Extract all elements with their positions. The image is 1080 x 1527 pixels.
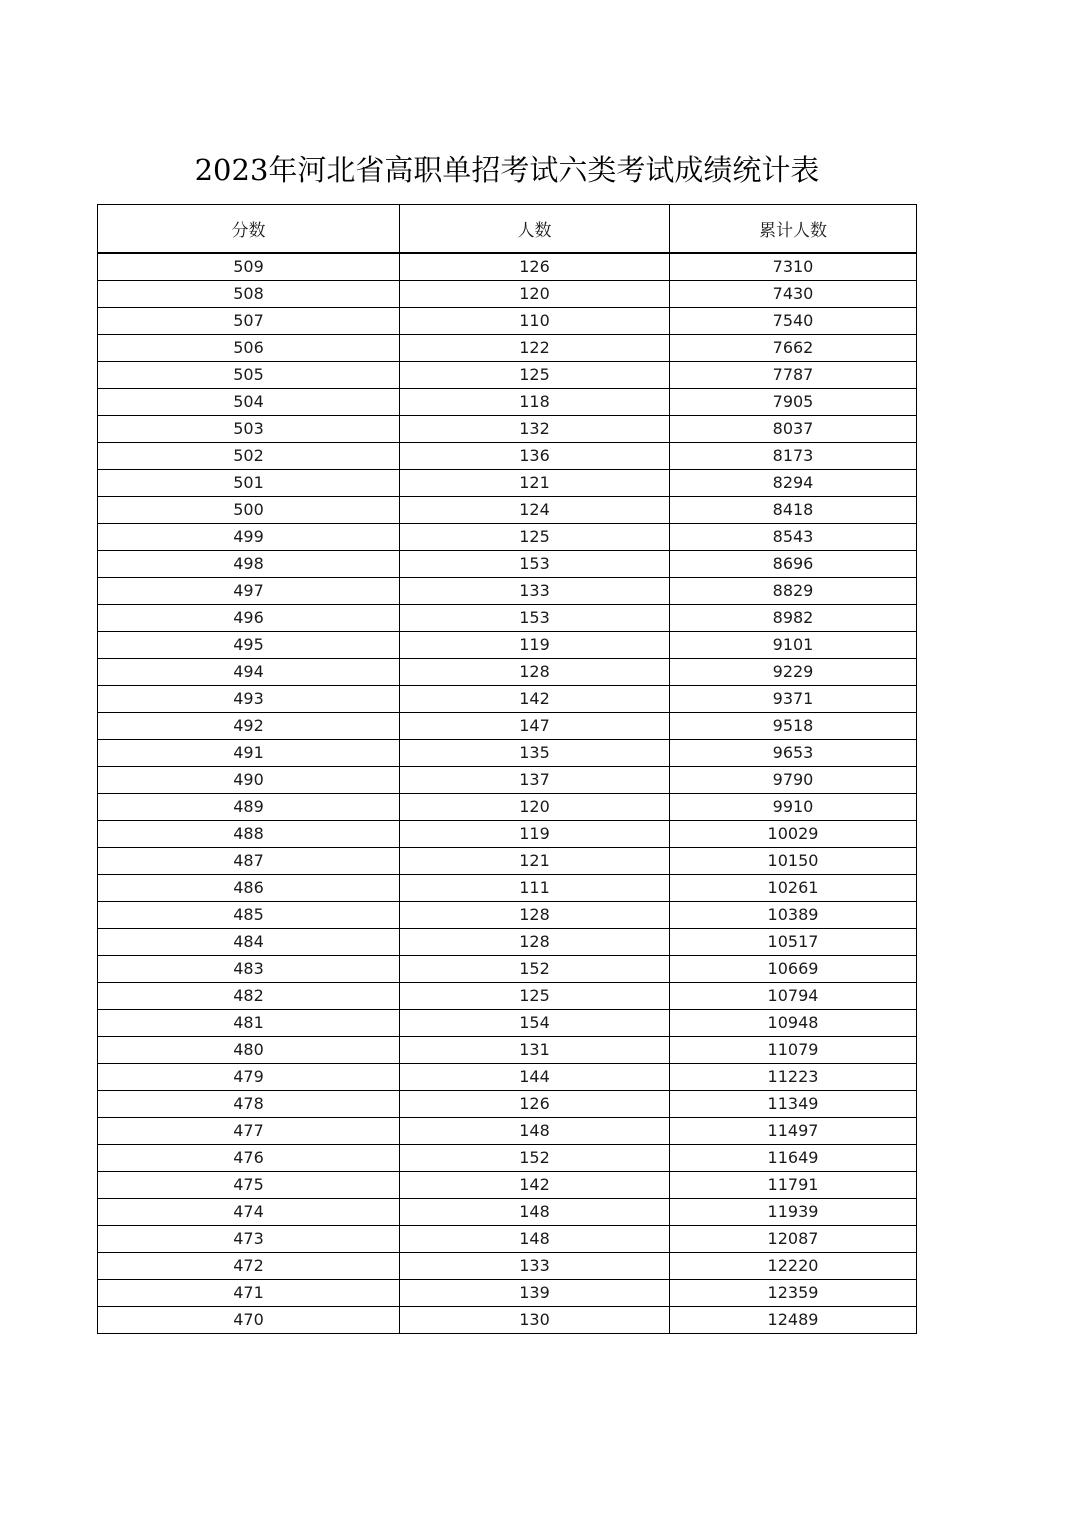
score-cell: 495: [98, 632, 400, 659]
count-cell: 139: [400, 1280, 670, 1307]
count-cell: 142: [400, 1172, 670, 1199]
count-cell: 144: [400, 1064, 670, 1091]
count-cell: 119: [400, 632, 670, 659]
cumulative-cell: 10669: [670, 956, 917, 983]
score-cell: 490: [98, 767, 400, 794]
cumulative-cell: 9910: [670, 794, 917, 821]
cumulative-cell: 11939: [670, 1199, 917, 1226]
count-cell: 133: [400, 1253, 670, 1280]
cumulative-cell: 9790: [670, 767, 917, 794]
cumulative-cell: 8418: [670, 497, 917, 524]
table-row: [98, 1280, 917, 1307]
table-row: [98, 1145, 917, 1172]
table-row: [98, 1172, 917, 1199]
table-row: [98, 578, 917, 605]
page-title: 2023年河北省高职单招考试六类考试成绩统计表: [194, 153, 820, 187]
score-cell: 496: [98, 605, 400, 632]
header-count: 人数: [400, 205, 670, 254]
score-table: [97, 204, 917, 1334]
table-row: [98, 497, 917, 524]
cumulative-cell: 8696: [670, 551, 917, 578]
count-cell: 148: [400, 1118, 670, 1145]
table-row: [98, 1226, 917, 1253]
count-cell: 121: [400, 470, 670, 497]
table-row: [98, 794, 917, 821]
count-cell: 148: [400, 1226, 670, 1253]
score-cell: 474: [98, 1199, 400, 1226]
table-row: [98, 605, 917, 632]
cumulative-cell: 10948: [670, 1010, 917, 1037]
score-cell: 479: [98, 1064, 400, 1091]
score-cell: 480: [98, 1037, 400, 1064]
table-row: [98, 902, 917, 929]
cumulative-cell: 8294: [670, 470, 917, 497]
table-row: [98, 983, 917, 1010]
table-row: [98, 848, 917, 875]
table-row: [98, 253, 917, 281]
cumulative-cell: 9653: [670, 740, 917, 767]
count-cell: 128: [400, 929, 670, 956]
score-cell: 476: [98, 1145, 400, 1172]
table-row: [98, 524, 917, 551]
count-cell: 131: [400, 1037, 670, 1064]
table-row: [98, 767, 917, 794]
cumulative-cell: 8543: [670, 524, 917, 551]
cumulative-cell: 8037: [670, 416, 917, 443]
cumulative-cell: 10517: [670, 929, 917, 956]
score-cell: 481: [98, 1010, 400, 1037]
count-cell: 153: [400, 605, 670, 632]
score-cell: 472: [98, 1253, 400, 1280]
cumulative-cell: 11649: [670, 1145, 917, 1172]
cumulative-cell: 9229: [670, 659, 917, 686]
score-cell: 482: [98, 983, 400, 1010]
count-cell: 135: [400, 740, 670, 767]
score-cell: 478: [98, 1091, 400, 1118]
cumulative-cell: 12220: [670, 1253, 917, 1280]
cumulative-cell: 11349: [670, 1091, 917, 1118]
cumulative-cell: 12087: [670, 1226, 917, 1253]
score-cell: 489: [98, 794, 400, 821]
count-cell: 152: [400, 956, 670, 983]
header-cumulative: 累计人数: [670, 205, 917, 254]
cumulative-cell: 7310: [670, 253, 917, 281]
cumulative-cell: 10261: [670, 875, 917, 902]
table-row: [98, 740, 917, 767]
cumulative-cell: 8173: [670, 443, 917, 470]
table-row: [98, 1037, 917, 1064]
count-cell: 152: [400, 1145, 670, 1172]
score-cell: 500: [98, 497, 400, 524]
count-cell: 147: [400, 713, 670, 740]
count-cell: 128: [400, 659, 670, 686]
score-cell: 471: [98, 1280, 400, 1307]
score-cell: 504: [98, 389, 400, 416]
cumulative-cell: 7430: [670, 281, 917, 308]
cumulative-cell: 7662: [670, 335, 917, 362]
cumulative-cell: 10029: [670, 821, 917, 848]
count-cell: 111: [400, 875, 670, 902]
cumulative-cell: 7905: [670, 389, 917, 416]
table-row: [98, 470, 917, 497]
count-cell: 125: [400, 983, 670, 1010]
header-score: 分数: [98, 205, 400, 254]
score-cell: 470: [98, 1307, 400, 1334]
table-row: [98, 1199, 917, 1226]
score-cell: 488: [98, 821, 400, 848]
table-row: [98, 308, 917, 335]
score-cell: 491: [98, 740, 400, 767]
score-cell: 493: [98, 686, 400, 713]
table-row: [98, 929, 917, 956]
count-cell: 148: [400, 1199, 670, 1226]
table-row: [98, 389, 917, 416]
table-row: [98, 335, 917, 362]
table-row: [98, 1091, 917, 1118]
count-cell: 110: [400, 308, 670, 335]
score-cell: 477: [98, 1118, 400, 1145]
table-body: [98, 253, 917, 1334]
table-row: [98, 1010, 917, 1037]
count-cell: 133: [400, 578, 670, 605]
cumulative-cell: 10389: [670, 902, 917, 929]
table-row: [98, 416, 917, 443]
cumulative-cell: 9518: [670, 713, 917, 740]
score-cell: 509: [98, 253, 400, 281]
cumulative-cell: 7540: [670, 308, 917, 335]
score-cell: 498: [98, 551, 400, 578]
score-cell: 475: [98, 1172, 400, 1199]
score-cell: 492: [98, 713, 400, 740]
score-cell: 484: [98, 929, 400, 956]
cumulative-cell: 12489: [670, 1307, 917, 1334]
cumulative-cell: 11791: [670, 1172, 917, 1199]
score-cell: 487: [98, 848, 400, 875]
cumulative-cell: 7787: [670, 362, 917, 389]
table-row: [98, 713, 917, 740]
table-row: [98, 821, 917, 848]
score-cell: 486: [98, 875, 400, 902]
count-cell: 120: [400, 281, 670, 308]
score-cell: 499: [98, 524, 400, 551]
table-row: [98, 686, 917, 713]
count-cell: 125: [400, 362, 670, 389]
table-row: [98, 1307, 917, 1334]
score-cell: 501: [98, 470, 400, 497]
count-cell: 142: [400, 686, 670, 713]
table-row: [98, 443, 917, 470]
cumulative-cell: 10150: [670, 848, 917, 875]
score-cell: 507: [98, 308, 400, 335]
table-row: [98, 1253, 917, 1280]
count-cell: 136: [400, 443, 670, 470]
count-cell: 118: [400, 389, 670, 416]
count-cell: 153: [400, 551, 670, 578]
score-cell: 497: [98, 578, 400, 605]
cumulative-cell: 9101: [670, 632, 917, 659]
table-row: [98, 659, 917, 686]
cumulative-cell: 11497: [670, 1118, 917, 1145]
score-cell: 505: [98, 362, 400, 389]
cumulative-cell: 9371: [670, 686, 917, 713]
score-cell: 494: [98, 659, 400, 686]
count-cell: 121: [400, 848, 670, 875]
count-cell: 119: [400, 821, 670, 848]
count-cell: 154: [400, 1010, 670, 1037]
count-cell: 126: [400, 1091, 670, 1118]
count-cell: 137: [400, 767, 670, 794]
count-cell: 125: [400, 524, 670, 551]
table-row: [98, 632, 917, 659]
count-cell: 132: [400, 416, 670, 443]
table-row: [98, 551, 917, 578]
score-cell: 506: [98, 335, 400, 362]
count-cell: 122: [400, 335, 670, 362]
table-row: [98, 1064, 917, 1091]
cumulative-cell: 8982: [670, 605, 917, 632]
cumulative-cell: 12359: [670, 1280, 917, 1307]
cumulative-cell: 8829: [670, 578, 917, 605]
count-cell: 124: [400, 497, 670, 524]
score-cell: 473: [98, 1226, 400, 1253]
table-row: [98, 956, 917, 983]
table-row: [98, 362, 917, 389]
table-row: [98, 875, 917, 902]
score-cell: 508: [98, 281, 400, 308]
table-row: [98, 281, 917, 308]
score-cell: 483: [98, 956, 400, 983]
score-cell: 503: [98, 416, 400, 443]
score-cell: 485: [98, 902, 400, 929]
cumulative-cell: 11223: [670, 1064, 917, 1091]
cumulative-cell: 11079: [670, 1037, 917, 1064]
score-cell: 502: [98, 443, 400, 470]
table-row: [98, 1118, 917, 1145]
count-cell: 120: [400, 794, 670, 821]
count-cell: 126: [400, 253, 670, 281]
cumulative-cell: 10794: [670, 983, 917, 1010]
count-cell: 128: [400, 902, 670, 929]
table-header-row: [98, 205, 917, 254]
count-cell: 130: [400, 1307, 670, 1334]
